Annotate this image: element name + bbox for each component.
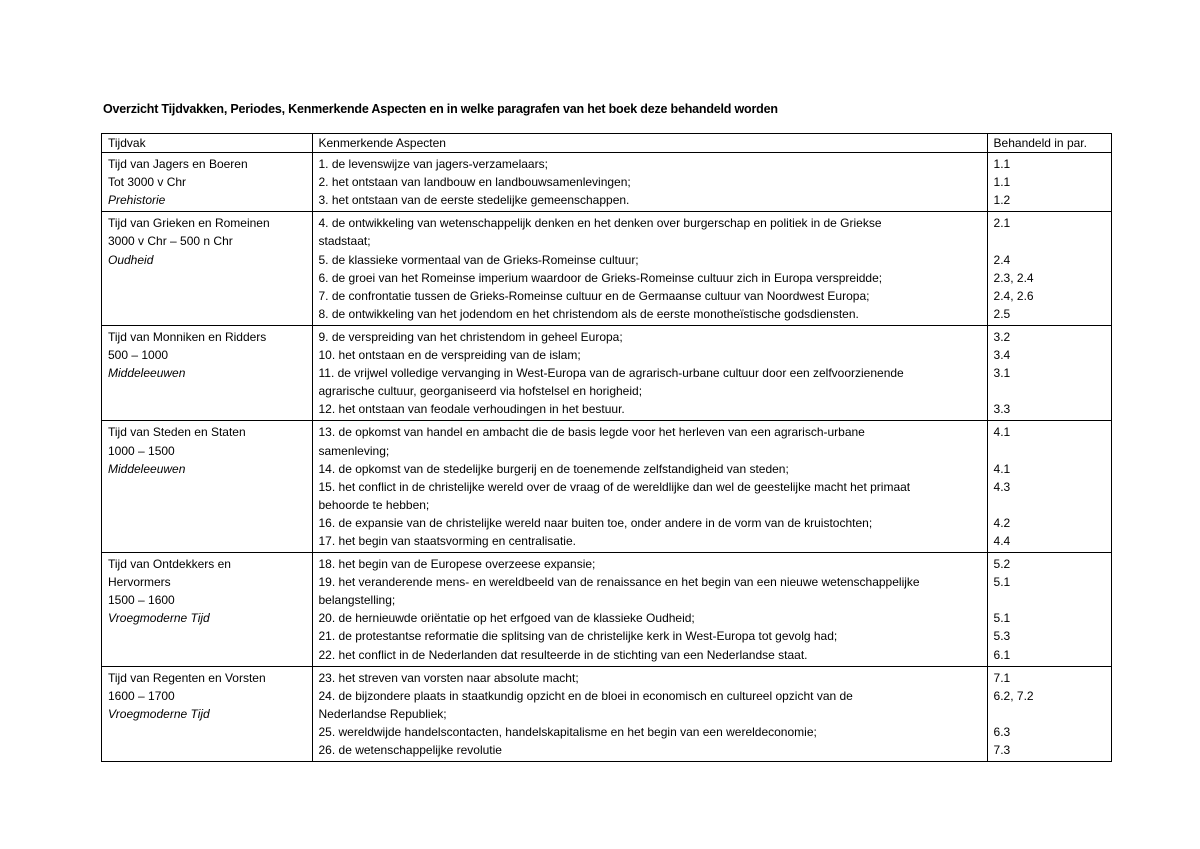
aspect-line: 25. wereldwijde handelscontacten, handelskapitalisme en het begin van een wereldeconomie; xyxy=(318,724,817,739)
paragraph-ref: 2.4, 2.6 xyxy=(993,288,1034,303)
aspect-line: 7. de confrontatie tussen de Grieks-Romeinse cultuur en de Germaanse cultuur van Noordwest Europa; xyxy=(318,288,870,303)
aspect-line: 13. de opkomst van handel en ambacht die de basis legde voor het herleven van een agrarisch-urbane xyxy=(318,425,865,440)
paragraph-ref: 4.2 xyxy=(993,515,1011,530)
aspect-line: belangstelling; xyxy=(318,593,396,608)
paragraph-ref: 6.1 xyxy=(993,647,1011,662)
tijdvak-line: 500 – 1000 xyxy=(108,348,169,363)
paragraph-ref: 2.1 xyxy=(993,216,1011,231)
paragraph-ref: 4.1 xyxy=(993,425,1011,440)
aspect-line: behoorde te hebben; xyxy=(318,497,430,512)
overview-table xyxy=(101,133,1112,762)
tijdvak-cell xyxy=(102,153,313,212)
paragraph-ref: 6.3 xyxy=(993,724,1011,739)
paragraph-cell xyxy=(987,325,1111,420)
tijdvak-name: Tijd van Regenten en Vorsten xyxy=(108,670,266,685)
paragraph-ref: 7.1 xyxy=(993,670,1011,685)
aspect-line: 12. het ontstaan van feodale verhoudingen in het bestuur. xyxy=(318,402,625,417)
tijdvak-line: 3000 v Chr – 500 n Chr xyxy=(108,234,233,249)
spacer xyxy=(994,442,1105,460)
aspect-line: 2. het ontstaan van landbouw en landbouwsamenlevingen; xyxy=(318,175,631,190)
paragraph-cell xyxy=(987,421,1111,553)
tijdvak-row xyxy=(102,666,1112,761)
tijdvak-name: Tijd van Ontdekkers en xyxy=(108,557,231,572)
document-title: Overzicht Tijdvakken, Periodes, Kenmerkende Aspecten en in welke paragrafen van het boek deze behandeld worden xyxy=(103,102,778,116)
aspect-cell xyxy=(312,421,987,553)
aspect-line: 5. de klassieke vormentaal van de Grieks-Romeinse cultuur; xyxy=(318,252,639,267)
header-tijdvak: Tijdvak xyxy=(102,134,313,153)
paragraph-ref: 6.2, 7.2 xyxy=(993,688,1034,703)
era-label: Middeleeuwen xyxy=(108,461,186,476)
aspect-line: 22. het conflict in de Nederlanden dat resulteerde in de stichting van een Nederlandse staat. xyxy=(318,647,808,662)
aspect-line: 1. de levenswijze van jagers-verzamelaars; xyxy=(318,157,548,172)
tijdvak-line: Hervormers xyxy=(108,575,171,590)
tijdvak-row xyxy=(102,421,1112,553)
aspect-line: 15. het conflict in de christelijke wereld over de vraag of de wereldlijke dan wel de geestelijke macht het primaat xyxy=(318,479,911,494)
paragraph-ref: 5.1 xyxy=(993,611,1011,626)
aspect-line: 11. de vrijwel volledige vervanging in West-Europa van de agrarisch-urbane cultuur door een zelfvoorzienende xyxy=(318,366,904,381)
tijdvak-cell xyxy=(102,212,313,326)
paragraph-ref: 1.1 xyxy=(993,175,1011,190)
era-label: Vroegmoderne Tijd xyxy=(108,706,210,721)
aspect-line: 8. de ontwikkeling van het jodendom en het christendom als de eerste monotheïstische godsdiensten. xyxy=(318,306,859,321)
aspect-line: 23. het streven van vorsten naar absolute macht; xyxy=(318,670,579,685)
tijdvak-name: Tijd van Monniken en Ridders xyxy=(108,329,267,344)
paragraph-ref: 1.1 xyxy=(993,157,1011,172)
tijdvak-row xyxy=(102,153,1112,212)
paragraph-ref: 3.1 xyxy=(993,366,1011,381)
paragraph-ref: 5.1 xyxy=(993,575,1011,590)
tijdvak-line: Tot 3000 v Chr xyxy=(108,175,187,190)
aspect-line: agrarische cultuur, georganiseerd via hofstelsel en horigheid; xyxy=(318,384,643,399)
paragraph-ref: 7.3 xyxy=(993,743,1011,757)
era-label: Oudheid xyxy=(108,252,154,267)
era-label: Prehistorie xyxy=(108,193,166,208)
tijdvak-name: Tijd van Grieken en Romeinen xyxy=(108,216,270,231)
tijdvak-name: Tijd van Jagers en Boeren xyxy=(108,157,248,172)
aspect-cell xyxy=(312,325,987,420)
aspect-line: 14. de opkomst van de stedelijke burgerij en de toenemende zelfstandigheid van steden; xyxy=(318,461,789,476)
spacer xyxy=(994,705,1105,723)
paragraph-ref: 2.4 xyxy=(993,252,1011,267)
aspect-line: 10. het ontstaan en de verspreiding van de islam; xyxy=(318,348,581,363)
aspect-line: 18. het begin van de Europese overzeese expansie; xyxy=(318,557,596,572)
aspect-line: stadstaat; xyxy=(318,234,371,249)
paragraph-ref: 3.2 xyxy=(993,329,1011,344)
aspect-line: 9. de verspreiding van het christendom in geheel Europa; xyxy=(318,329,623,344)
aspect-line: 20. de hernieuwde oriëntatie op het erfgoed van de klassieke Oudheid; xyxy=(318,611,695,626)
header-row xyxy=(102,134,1112,153)
paragraph-ref: 1.2 xyxy=(993,193,1011,208)
tijdvak-cell xyxy=(102,666,313,761)
spacer xyxy=(994,591,1105,609)
spacer xyxy=(994,382,1105,400)
aspect-line: 17. het begin van staatsvorming en centralisatie. xyxy=(318,533,576,548)
spacer xyxy=(994,232,1105,250)
spacer xyxy=(994,496,1105,514)
tijdvak-cell xyxy=(102,553,313,667)
tijdvak-cell xyxy=(102,421,313,553)
paragraph-ref: 3.4 xyxy=(993,348,1011,363)
tijdvak-row xyxy=(102,325,1112,420)
paragraph-ref: 2.5 xyxy=(993,306,1011,321)
paragraph-cell xyxy=(987,153,1111,212)
aspect-line: samenleving; xyxy=(318,443,390,458)
paragraph-cell xyxy=(987,666,1111,761)
aspect-cell xyxy=(312,553,987,667)
tijdvak-cell xyxy=(102,325,313,420)
paragraph-ref: 5.2 xyxy=(993,557,1011,572)
aspect-line: 4. de ontwikkeling van wetenschappelijk denken en het denken over burgerschap en politiek in de Griekse xyxy=(318,216,882,231)
paragraph-ref: 3.3 xyxy=(993,402,1011,417)
tijdvak-row xyxy=(102,553,1112,667)
tijdvak-row xyxy=(102,212,1112,326)
tijdvak-name: Tijd van Steden en Staten xyxy=(108,425,246,440)
aspect-line: 21. de protestantse reformatie die splitsing van de christelijke kerk in West-Europa tot gevolg had; xyxy=(318,629,838,644)
aspect-cell xyxy=(312,666,987,761)
paragraph-cell xyxy=(987,553,1111,667)
paragraph-ref: 5.3 xyxy=(993,629,1011,644)
paragraph-cell xyxy=(987,212,1111,326)
paragraph-ref: 4.3 xyxy=(993,479,1011,494)
aspect-line: 16. de expansie van de christelijke wereld naar buiten toe, onder andere in de vorm van de kruistochten; xyxy=(318,515,873,530)
aspect-line: 24. de bijzondere plaats in staatkundig opzicht en de bloei in economisch en cultureel opzicht van de xyxy=(318,688,853,703)
aspect-cell xyxy=(312,153,987,212)
tijdvak-line: 1000 – 1500 xyxy=(108,443,175,458)
era-label: Middeleeuwen xyxy=(108,366,186,381)
era-label: Vroegmoderne Tijd xyxy=(108,611,210,626)
header-paragraaf: Behandeld in par. xyxy=(987,134,1111,153)
paragraph-ref: 2.3, 2.4 xyxy=(993,270,1034,285)
aspect-line: 26. de wetenschappelijke revolutie xyxy=(318,743,502,757)
aspect-line: Nederlandse Republiek; xyxy=(318,706,447,721)
aspect-cell xyxy=(312,212,987,326)
header-aspecten: Kenmerkende Aspecten xyxy=(312,134,987,153)
paragraph-ref: 4.4 xyxy=(993,533,1011,548)
aspect-line: 6. de groei van het Romeinse imperium waardoor de Grieks-Romeinse cultuur zich in Europa verspreidde; xyxy=(318,270,883,285)
aspect-line: 19. het veranderende mens- en wereldbeeld van de renaissance en het begin van een nieuwe wetenschappelijke xyxy=(318,575,920,590)
tijdvak-line: 1600 – 1700 xyxy=(108,688,175,703)
aspect-line: 3. het ontstaan van de eerste stedelijke gemeenschappen. xyxy=(318,193,630,208)
paragraph-ref: 4.1 xyxy=(993,461,1011,476)
tijdvak-line: 1500 – 1600 xyxy=(108,593,175,608)
